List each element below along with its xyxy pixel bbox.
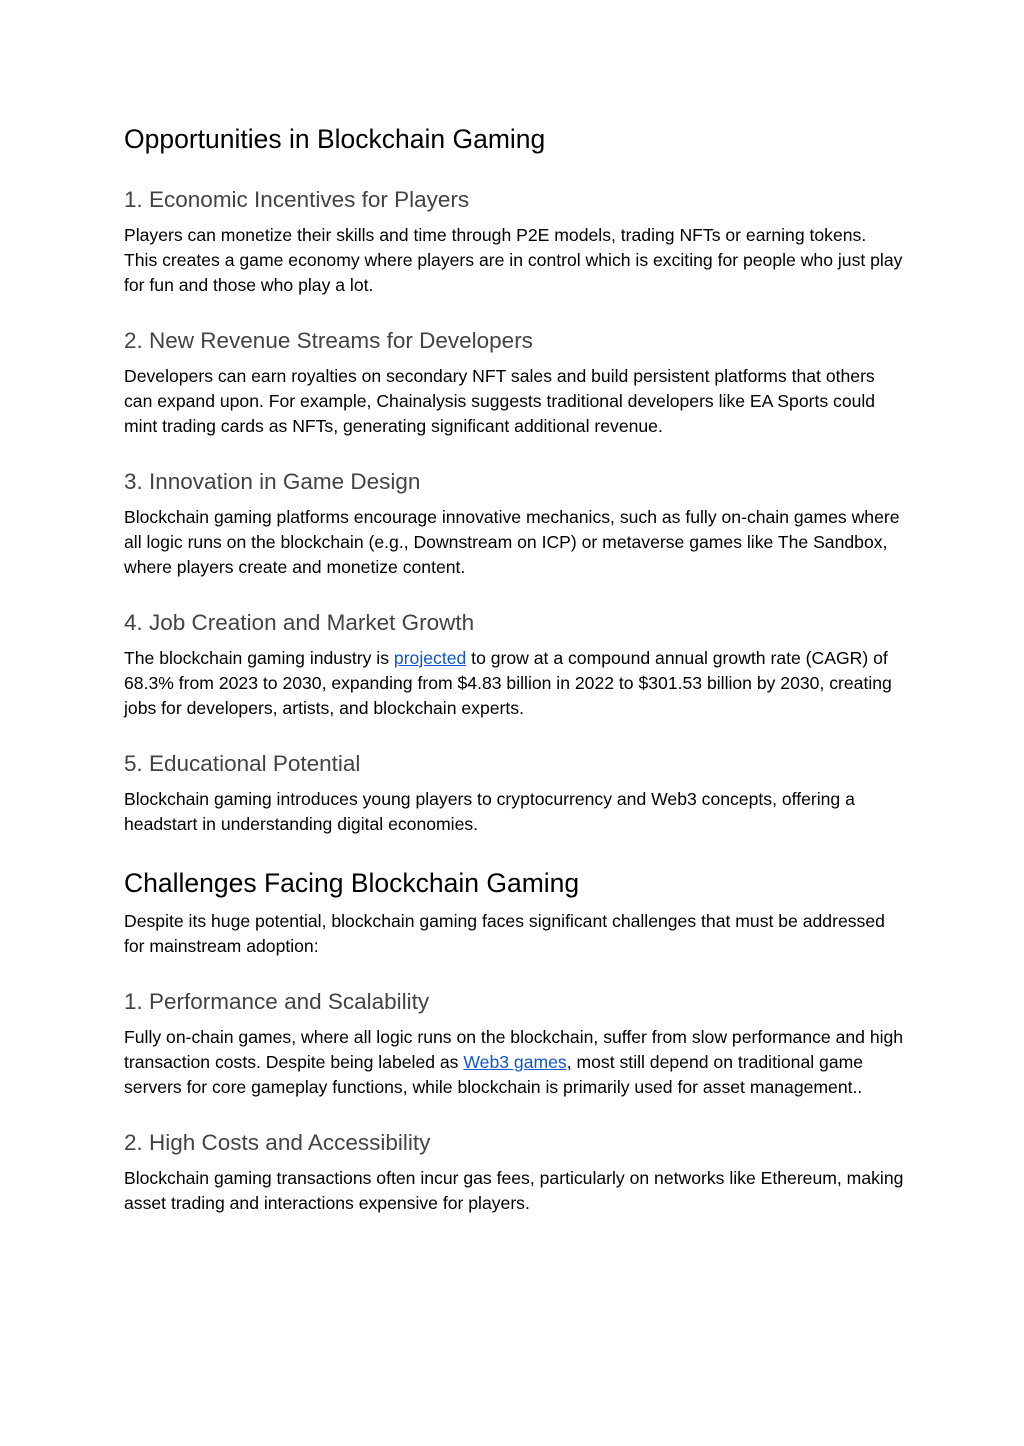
section-body-game-design: Blockchain gaming platforms encourage innovative mechanics, such as fully on-chain games where all logic runs on the blockchain (e.g., Downstream on ICP) or metaverse games like The Sandbox, where players create and monetize content. xyxy=(124,507,900,577)
section-body-job-creation xyxy=(124,646,904,721)
body-text: Fully on-chain games, where all logic runs on the blockchain, suffer from slow performance and high transaction costs. Despite being labeled as xyxy=(124,1027,904,1072)
section-heading-economic-incentives: 1. Economic Incentives for Players xyxy=(124,187,470,212)
section-heading-game-design: 3. Innovation in Game Design xyxy=(124,469,421,494)
section-heading-job-creation: 4. Job Creation and Market Growth xyxy=(124,610,475,635)
section-heading-costs-accessibility: 2. High Costs and Accessibility xyxy=(124,1130,431,1155)
challenges-intro: Despite its huge potential, blockchain gaming faces significant challenges that must be addressed for mainstream adoption: xyxy=(124,911,885,956)
section-body-educational-potential: Blockchain gaming introduces young players to cryptocurrency and Web3 concepts, offering a headstart in understanding digital economies. xyxy=(124,789,855,834)
section-body-economic-incentives: Players can monetize their skills and time through P2E models, trading NFTs or earning tokens. This creates a game economy where players are in control which is exciting for people who just play for fun and those who play a lot. xyxy=(124,225,903,295)
section-body-costs-accessibility: Blockchain gaming transactions often incur gas fees, particularly on networks like Ethereum, making asset trading and interactions expensive for players. xyxy=(124,1168,904,1213)
body-text: The blockchain gaming industry is xyxy=(124,648,394,668)
section-body-performance-scalability xyxy=(124,1025,904,1100)
challenges-heading: Challenges Facing Blockchain Gaming xyxy=(124,868,580,898)
web3-games-link[interactable]: Web3 games xyxy=(463,1052,567,1072)
projected-link[interactable]: projected xyxy=(393,648,467,668)
opportunities-heading: Opportunities in Blockchain Gaming xyxy=(124,124,546,154)
section-heading-performance-scalability: 1. Performance and Scalability xyxy=(124,989,430,1014)
section-heading-educational-potential: 5. Educational Potential xyxy=(124,751,361,776)
section-body-revenue-streams: Developers can earn royalties on secondary NFT sales and build persistent platforms that others can expand upon. For example, Chainalysis suggests traditional developers like EA Sports could mint trading cards as NFTs, generating significant additional revenue. xyxy=(124,366,876,436)
body-text: , most still depend on traditional game servers for core gameplay functions, while blockchain is primarily used for asset management.. xyxy=(124,1052,864,1097)
section-heading-revenue-streams: 2. New Revenue Streams for Developers xyxy=(124,328,533,353)
document-page xyxy=(124,122,904,1216)
body-text: to grow at a compound annual growth rate (CAGR) of 68.3% from 2023 to 2030, expanding from $4.83 billion in 2022 to $301.53 billion by 2030, creating jobs for developers, artists, and blockchain experts. xyxy=(124,648,892,718)
